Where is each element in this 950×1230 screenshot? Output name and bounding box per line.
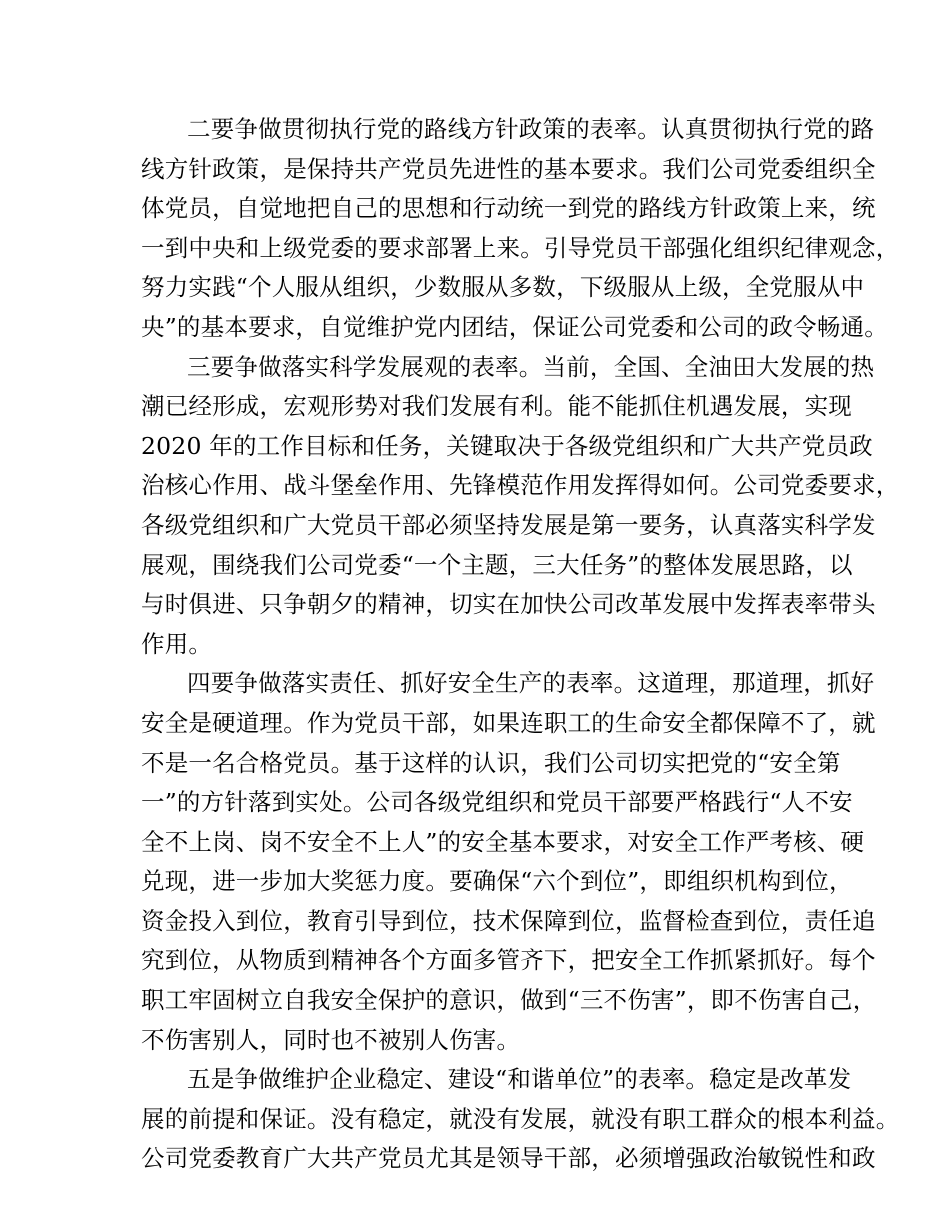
paragraph-3-line-4: 治核心作用、战斗堡垒作用、先锋模范作用发挥得如何。公司党委要求， <box>141 471 900 500</box>
paragraph-5-line-1: 五是争做维护企业稳定、建设“和谐单位”的表率。稳定是改革发 <box>187 1065 852 1094</box>
paragraph-2-line-3: 体党员，自觉地把自己的思想和行动统一到党的路线方针政策上来，统 <box>141 194 876 223</box>
paragraph-4-line-10: 不伤害别人，同时也不被别人伤害。 <box>141 1025 521 1054</box>
paragraph-3-line-6: 展观，围绕我们公司党委“一个主题，三大任务”的整体发展思路，以 <box>141 550 853 579</box>
document-body <box>141 110 900 1179</box>
paragraph-3-line-8: 作用。 <box>141 629 213 658</box>
paragraph-4-line-9: 职工牢固树立自我安全保护的意识，做到“三不伤害”，即不伤害自己， <box>141 986 877 1015</box>
paragraph-3-line-3: 2020 年的工作目标和任务，关键取决于各级党组织和广大共产党员政 <box>141 431 873 460</box>
paragraph-2-line-1: 二要争做贯彻执行党的路线方针政策的表率。认真贯彻执行党的路 <box>187 115 875 143</box>
paragraph-2-line-4: 一到中央和上级党委的要求部署上来。引导党员干部强化组织纪律观念， <box>141 233 900 262</box>
paragraph-3-line-5: 各级党组织和广大党员干部必须坚持发展是第一要务，认真落实科学发 <box>141 510 876 539</box>
paragraph-4-line-2: 安全是硬道理。作为党员干部，如果连职工的生命安全都保障不了，就 <box>141 708 876 737</box>
paragraph-5-line-3: 公司党委教育广大共产党员尤其是领导干部，必须增强政治敏锐性和政 <box>141 1144 876 1173</box>
paragraph-4-line-1: 四要争做落实责任、抓好安全生产的表率。这道理，那道理，抓好 <box>187 669 875 698</box>
paragraph-4-line-4: 一”的方针落到实处。公司各级党组织和党员干部要严格践行“人不安 <box>141 788 853 817</box>
paragraph-2-line-2: 线方针政策，是保持共产党员先进性的基本要求。我们公司党委组织全 <box>141 154 876 183</box>
paragraph-2-line-5: 努力实践“个人服从组织，少数服从多数，下级服从上级，全党服从中 <box>141 273 865 302</box>
paragraph-4-line-3: 不是一名合格党员。基于这样的认识，我们公司切实把党的“安全第 <box>141 748 841 777</box>
paragraph-3-line-1: 三要争做落实科学发展观的表率。当前，全国、全油田大发展的热 <box>187 352 875 381</box>
paragraph-3-line-7: 与时俱进、只争朝夕的精神，切实在加快公司改革发展中发挥表率带头 <box>141 590 876 619</box>
paragraph-4-line-5: 全不上岗、岗不安全不上人”的安全基本要求，对安全工作严考核、硬 <box>141 827 865 856</box>
paragraph-4-line-7: 资金投入到位，教育引导到位，技术保障到位，监督检查到位，责任追 <box>141 906 876 935</box>
paragraph-3-line-2: 潮已经形成，宏观形势对我们发展有利。能不能抓住机遇发展，实现 <box>141 392 852 421</box>
paragraph-4-line-8: 究到位，从物质到精神各个方面多管齐下，把安全工作抓紧抓好。每个 <box>141 946 876 975</box>
paragraph-2-line-6: 央”的基本要求，自觉维护党内团结，保证公司党委和公司的政令畅通。 <box>141 312 888 341</box>
paragraph-5-line-2: 展的前提和保证。没有稳定，就没有发展，就没有职工群众的根本利益。 <box>141 1104 900 1133</box>
paragraph-4-line-6: 兑现，进一步加大奖惩力度。要确保“六个到位”，即组织机构到位， <box>141 867 853 896</box>
